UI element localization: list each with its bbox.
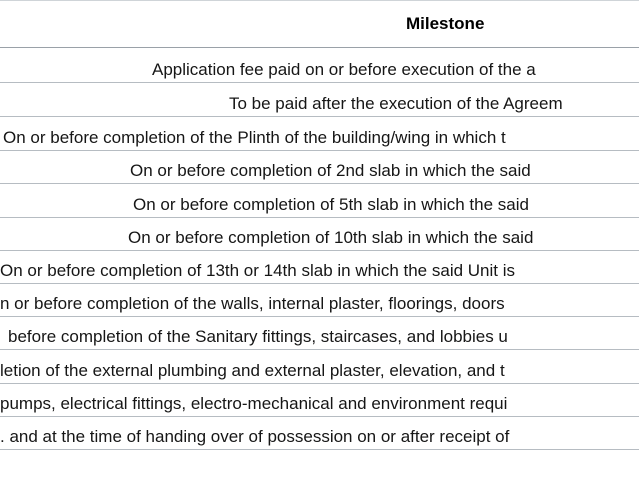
table-header-row [0, 1, 639, 48]
table-row [0, 57, 639, 83]
table-row [0, 158, 639, 184]
milestone-cell: pumps, electrical fittings, electro-mechanical and environment requi [0, 394, 508, 413]
milestone-cell: letion of the external plumbing and external plaster, elevation, and t [0, 361, 505, 380]
milestone-cell: before completion of the Sanitary fittings, staircases, and lobbies u [8, 327, 508, 346]
table-row [0, 358, 639, 384]
table-row [0, 125, 639, 151]
table-row [0, 225, 639, 251]
milestone-cell: On or before completion of 10th slab in which the said [128, 228, 534, 247]
table-row [0, 91, 639, 117]
milestone-cell: On or before completion of 2nd slab in which the said [130, 161, 531, 180]
table-row [0, 258, 639, 284]
column-header-milestone: Milestone [406, 14, 485, 33]
table-row [0, 192, 639, 218]
table-row [0, 291, 639, 317]
milestone-cell: On or before completion of 5th slab in which the said [133, 195, 529, 214]
milestone-cell: On or before completion of 13th or 14th slab in which the said Unit is [0, 261, 516, 280]
table-row-partial [0, 457, 639, 480]
milestone-cell: Application fee paid on or before execution of the a [152, 60, 536, 79]
milestone-cell: n or before completion of the walls, internal plaster, floorings, doors [0, 294, 505, 313]
table-row [0, 391, 639, 417]
milestone-cell: To be paid after the execution of the Agreem [229, 94, 563, 113]
milestone-cell: . and at the time of handing over of possession on or after receipt of [0, 427, 510, 446]
table-row [0, 424, 639, 450]
milestone-cell: On or before completion of the Plinth of the building/wing in which t [3, 128, 506, 147]
table-row [0, 324, 639, 350]
